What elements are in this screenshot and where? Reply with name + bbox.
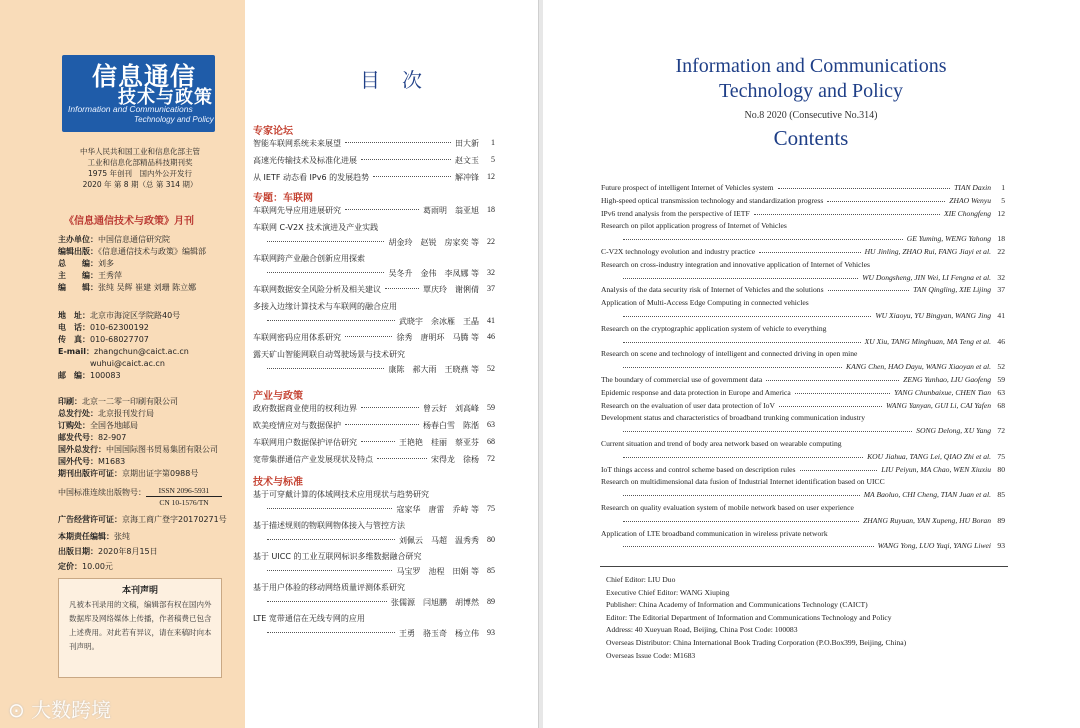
toc-entry-en xyxy=(601,349,1005,361)
toc-entry-page: 12 xyxy=(487,172,495,181)
issn-number: ISSN 2096-5931 xyxy=(146,485,222,497)
toc-entry-title: IPv6 trend analysis from the perspective of IETF xyxy=(601,208,750,218)
toc-dot-leader xyxy=(267,272,384,273)
toc-entry-page: 85 xyxy=(997,490,1005,500)
toc-entry-title: 基于可穿戴计算的体域网技术应用现状与趋势研究 xyxy=(253,490,429,499)
toc-entry xyxy=(253,551,495,562)
toc-entry-page: 46 xyxy=(997,336,1005,346)
toc-entry-en xyxy=(601,413,1005,425)
toc-entry-page: 41 xyxy=(487,316,495,325)
toc-entry-page: 46 xyxy=(487,332,495,341)
toc-dot-leader xyxy=(623,457,863,458)
toc-entry-authors: 覃庆玲 谢俐倩 xyxy=(423,285,479,294)
toc-entry-en xyxy=(601,529,1005,541)
toc-entry xyxy=(253,205,495,216)
journal-name-line1: Information and Communications xyxy=(675,55,947,77)
toc-entry-page: 41 xyxy=(997,311,1005,320)
toc-entry-title: 车联网先导应用进展研究 xyxy=(253,206,341,215)
imprint-divider xyxy=(600,566,1008,567)
contact-row: 传 真：010-68027707 xyxy=(58,335,149,344)
toc-entry-byline xyxy=(253,268,495,279)
toc-dot-leader xyxy=(267,241,384,242)
toc-entry-en xyxy=(601,285,1005,297)
toc-entry xyxy=(253,420,495,431)
toc-entry-page: 89 xyxy=(487,597,495,606)
toc-entry-authors: 徐秀 唐明环 马腾 等 xyxy=(396,333,479,342)
toc-entry-title: Research on scene and technology of intelligent and connected driving in open mine xyxy=(601,349,858,359)
toc-entry-title: Future prospect of intelligent Internet of Vehicles system xyxy=(601,183,774,192)
toc-entry-byline xyxy=(253,535,495,546)
toc-entry-authors: XIE Chongfeng xyxy=(943,208,991,218)
sponsor-line: 1975 年创刊 国内外公开发行 xyxy=(88,169,192,178)
masthead-row: 主办单位：中国信息通信研究院 xyxy=(58,235,170,244)
toc-dot-leader xyxy=(373,176,451,177)
toc-entry-en xyxy=(601,477,1005,489)
toc-entry-byline xyxy=(253,364,495,375)
toc-dot-leader xyxy=(361,159,451,160)
toc-entry-title: 政府数据商业使用的权利边界 xyxy=(253,404,357,413)
toc-entry-title: Research on pilot application progress of Internet of Vehicles xyxy=(601,221,787,231)
toc-entry-title: Research on the evaluation of user data protection of IoV xyxy=(601,400,775,410)
imprint-line: Executive Chief Editor: WANG Xiuping xyxy=(606,587,730,597)
notice-body: 凡被本刊录用的文稿，编辑部有权在国内外数据库及网络媒体上传播，作者稿费已包含上述费用。对此若有异议，请在来稿时向本刊声明。 xyxy=(69,600,212,651)
toc-entry-page: 68 xyxy=(487,437,495,446)
toc-entry-title: 车联网跨产业融合创新应用探索 xyxy=(253,254,365,263)
toc-entry-en xyxy=(601,260,1005,272)
toc-entry-authors: KOU Jiahua, TANG Lei, QIAO Zhi et al. xyxy=(867,451,991,461)
toc-entry-page: 1 xyxy=(1001,183,1005,192)
toc-entry-title: Application of Multi-Access Edge Computing in connected vehicles xyxy=(601,298,809,308)
toc-entry xyxy=(253,284,495,295)
print-row: 印刷：北京一二零一印刷有限公司 xyxy=(58,397,178,406)
toc-entry-title: 高速光传输技术及标准化进展 xyxy=(253,156,357,165)
toc-entry xyxy=(253,222,495,233)
toc-entry-page: 59 xyxy=(487,403,495,412)
toc-dot-leader xyxy=(623,278,858,279)
journal-notice-box xyxy=(58,578,222,678)
toc-entry-byline xyxy=(253,316,495,327)
toc-entry-authors: 曾云好 刘高峰 xyxy=(423,404,479,413)
masthead-row: 总 编：刘多 xyxy=(58,259,114,268)
imprint-line: Publisher: China Academy of Information and Communications Technology (CAICT) xyxy=(606,600,868,610)
toc-entry-byline xyxy=(253,504,495,515)
toc-entry xyxy=(253,582,495,593)
toc-entry xyxy=(253,349,495,360)
toc-dot-leader xyxy=(267,632,395,633)
sponsor-block xyxy=(60,146,220,190)
toc-entry-page: 93 xyxy=(487,628,495,637)
toc-entry-authors: 解冲锋 xyxy=(455,173,479,182)
toc-entry-authors: 马宝罗 池程 田娟 等 xyxy=(396,567,479,576)
toc-dot-leader xyxy=(267,508,392,509)
journal-logo xyxy=(62,55,215,132)
toc-entry-authors: ZENG Yunhao, LIU Gaofeng xyxy=(903,375,991,384)
contents-title: Contents xyxy=(773,126,849,150)
toc-entry-title: 车联网数据安全风险分析及相关建议 xyxy=(253,285,381,294)
ad-license-row: 广告经营许可证：京海工商广登字20170271号 xyxy=(58,515,227,524)
toc-entry-authors: TIAN Daxin xyxy=(954,183,991,192)
toc-entry xyxy=(253,172,495,183)
toc-entry-page: 5 xyxy=(491,155,495,164)
toc-entry xyxy=(253,454,495,465)
toc-dot-leader xyxy=(345,336,392,337)
toc-dot-leader xyxy=(361,441,395,442)
toc-dot-leader xyxy=(267,601,387,602)
toc-entry-title: 车联网用户数据保护评估研究 xyxy=(253,438,357,447)
toc-entry-page: 52 xyxy=(997,362,1005,372)
print-row: 国外总发行：中国国际图书贸易集团有限公司 xyxy=(58,445,218,454)
toc-entry-title: 车联网 C-V2X 技术演进及产业实践 xyxy=(253,223,379,232)
toc-entry-authors: ZHANG Ruyuan, YAN Xupeng, HU Boran xyxy=(863,515,991,525)
print-row: 邮发代号：82-907 xyxy=(58,433,127,442)
toc-entry-page: 37 xyxy=(487,284,495,293)
toc-entry-title: LTE 宽带通信在无线专网的应用 xyxy=(253,614,365,623)
toc-dot-leader xyxy=(385,288,419,289)
toc-dot-leader xyxy=(795,393,890,394)
toc-entry-authors: WANG Yanyan, GUI Li, CAI Yafen xyxy=(885,400,991,410)
masthead-row: 编辑出版：《信息通信技术与政策》编辑部 xyxy=(58,247,206,256)
toc-dot-leader xyxy=(377,458,427,459)
toc-entry-en xyxy=(601,401,1005,413)
toc-entry xyxy=(253,253,495,264)
toc-entry-page: 37 xyxy=(997,285,1005,295)
toc-entry-en xyxy=(601,196,1005,208)
toc-entry-title: 从 IETF 动态看 IPv6 的发展趋势 xyxy=(253,173,370,182)
print-row: 国外代号：M1683 xyxy=(58,457,126,466)
toc-dot-leader xyxy=(267,320,395,321)
logo-title-en-2: Technology and Policy xyxy=(134,115,214,124)
toc-dot-leader xyxy=(766,380,899,381)
toc-entry-title: Current situation and trend of body area network based on wearable computing xyxy=(601,439,842,448)
toc-entry-en xyxy=(601,465,1005,477)
toc-entry-title: 欧美疫情应对与数据保护 xyxy=(253,421,341,430)
toc-entry-en xyxy=(601,298,1005,310)
toc-entry-byline xyxy=(253,628,495,639)
toc-entry xyxy=(253,155,495,166)
toc-entry-page: 63 xyxy=(487,420,495,429)
toc-entry-authors: WU Xiaoyu, YU Bingyan, WANG Jing xyxy=(875,311,991,320)
toc-dot-leader xyxy=(623,239,903,240)
toc-entry-en xyxy=(601,221,1005,233)
toc-entry xyxy=(253,301,495,312)
toc-entry-authors: 田大新 xyxy=(455,139,479,148)
toc-entry-en xyxy=(601,209,1005,221)
toc-dot-leader xyxy=(778,188,950,189)
imprint-line: Overseas Issue Code: M1683 xyxy=(606,650,696,660)
toc-entry-en-byline xyxy=(601,452,1005,464)
toc-entry-en xyxy=(601,183,1005,195)
toc-dot-leader xyxy=(267,539,395,540)
toc-entry-page: 93 xyxy=(997,541,1005,551)
contact-row: wuhui@caict.ac.cn xyxy=(90,359,165,368)
toc-entry-en-byline xyxy=(601,311,1005,323)
toc-dot-leader xyxy=(827,201,945,202)
toc-entry-title: IoT things access and control scheme based on description rules xyxy=(601,464,796,474)
toc-entry xyxy=(253,520,495,531)
logo-title-en-1: Information and Communications xyxy=(68,104,193,114)
toc-section-heading: 专题：车联网 xyxy=(253,193,313,204)
toc-entry-page: 22 xyxy=(997,247,1005,256)
toc-entry-authors: 吴冬升 金伟 李凤娜 等 xyxy=(388,269,479,278)
masthead-row: 主 编：王秀萍 xyxy=(58,271,122,280)
toc-entry-page: 72 xyxy=(997,426,1005,436)
toc-entry-title: 多接入边缘计算技术与车联网的融合应用 xyxy=(253,302,397,311)
toc-entry-page: 75 xyxy=(997,451,1005,461)
toc-entry-title: Analysis of the data security risk of Internet of Vehicles and the solutions xyxy=(601,285,824,295)
toc-entry-authors: 康陈 郝大雨 王晓燕 等 xyxy=(388,365,479,374)
toc-dot-leader xyxy=(267,570,392,571)
toc-entry-authors: HU Jinling, ZHAO Rui, FANG Jiayi et al. xyxy=(864,247,991,256)
toc-entry-authors: GE Yuming, WENG Yahong xyxy=(906,234,991,244)
toc-entry-en-byline xyxy=(601,337,1005,349)
toc-entry-authors: 张儒源 闫旭鹏 胡博然 xyxy=(391,598,479,607)
contact-row: E-mail：zhangchun@caict.ac.cn xyxy=(58,347,189,356)
toc-entry xyxy=(253,403,495,414)
price-row: 定价：10.00元 xyxy=(58,562,113,571)
toc-entry-authors: ZHAO Wenyu xyxy=(949,195,991,205)
toc-entry-authors: 葛雨明 翁亚旭 xyxy=(423,206,479,215)
toc-entry-page: 80 xyxy=(487,535,495,544)
logo-title-cn: 信息通信 xyxy=(92,62,197,91)
issn-label: 中国标准连续出版物号： xyxy=(58,488,146,497)
toc-entry-title: 智能车联网系统未来展望 xyxy=(253,139,341,148)
notice-title: 本刊声明 xyxy=(121,586,158,596)
toc-entry xyxy=(253,332,495,343)
toc-entry-page: 52 xyxy=(487,364,495,373)
toc-entry-authors: 王艳艳 桂丽 蔡亚芬 xyxy=(399,438,479,447)
toc-entry-title: Research on multidimensional data fusion of Industrial Internet identification based on UICC xyxy=(601,477,885,487)
toc-entry-title: Application of LTE broadband communication in wireless private network xyxy=(601,528,828,538)
toc-entry-page: 12 xyxy=(997,208,1005,218)
toc-dot-leader xyxy=(754,214,940,215)
print-row: 总发行处：北京报刊发行局 xyxy=(58,409,154,418)
toc-dot-leader xyxy=(623,521,859,522)
toc-entry-en-byline xyxy=(601,362,1005,374)
toc-dot-leader xyxy=(361,407,419,408)
sponsor-line: 中华人民共和国工业和信息化部主管 xyxy=(80,147,200,156)
toc-entry-page: 72 xyxy=(487,454,495,463)
toc-entry xyxy=(253,138,495,149)
journal-name-line2: Technology and Policy xyxy=(718,80,904,102)
masthead-row: 编 辑：张纯 吴辉 崔建 刘珊 陈立娜 xyxy=(58,283,197,292)
toc-dot-leader xyxy=(623,546,874,547)
toc-entry-title: 基于用户体验的移动网络质量评测体系研究 xyxy=(253,583,405,592)
toc-dot-leader xyxy=(345,209,419,210)
toc-entry-page: 5 xyxy=(1001,195,1005,205)
toc-dot-leader xyxy=(345,424,419,425)
toc-entry xyxy=(253,613,495,624)
toc-entry xyxy=(253,437,495,448)
toc-entry-title: C-V2X technology evolution and industry practice xyxy=(601,247,756,256)
toc-entry-page: 59 xyxy=(997,375,1005,384)
toc-section-heading: 专家论坛 xyxy=(253,126,293,137)
issue-number: No.8 2020 (Consecutive No.314) xyxy=(744,110,878,121)
toc-entry-title: The boundary of commercial use of government data xyxy=(601,375,763,384)
toc-entry-authors: SONG Delong, XU Yang xyxy=(916,426,991,436)
toc-entry-title: Research on quality evaluation system of mobile network based on user experience xyxy=(601,503,854,512)
issn-block xyxy=(146,485,222,508)
toc-entry-en-byline xyxy=(601,234,1005,246)
toc-entry-en-byline xyxy=(601,490,1005,502)
toc-entry-en-byline xyxy=(601,426,1005,438)
contact-row: 邮 编：100083 xyxy=(58,371,121,380)
toc-entry-authors: 刘佩云 马超 温秀秀 xyxy=(399,536,479,545)
toc-dot-leader xyxy=(828,290,909,291)
toc-entry-title: 宽带集群通信产业发展现状及特点 xyxy=(253,455,373,464)
monthly-title: 《信息通信技术与政策》月刊 xyxy=(64,216,194,227)
publish-date-row: 出版日期：2020年8月15日 xyxy=(58,547,158,556)
toc-entry-en xyxy=(601,388,1005,400)
toc-entry-page: 63 xyxy=(997,387,1005,397)
toc-section-heading: 产业与政策 xyxy=(253,391,303,402)
toc-dot-leader xyxy=(759,252,861,253)
toc-entry-authors: XU Xiu, TANG Minghuan, MA Teng et al. xyxy=(864,336,991,346)
toc-entry-title: Development status and characteristics of broadband trunking communication industry xyxy=(601,413,866,423)
imprint-line: Editor: The Editorial Department of Information and Communications Technology and Policy xyxy=(606,612,892,622)
cn-number: CN 10-1576/TN xyxy=(159,498,209,507)
toc-entry-authors: KANG Chen, HAO Dayu, WANG Xiaoyan et al. xyxy=(846,362,991,372)
toc-section-heading: 技术与标准 xyxy=(253,477,303,488)
toc-entry-en xyxy=(601,375,1005,387)
toc-entry-title: 基于 UICC 的工业互联网标识多维数据融合研究 xyxy=(253,552,422,561)
toc-entry-title: Research on the cryptographic application system of vehicle to everything xyxy=(601,323,827,333)
toc-entry-authors: 胡金玲 赵锐 房家奕 等 xyxy=(388,238,479,247)
toc-dot-leader xyxy=(623,431,912,432)
contact-row: 地 址：北京市海淀区学院路40号 xyxy=(58,311,181,320)
sponsor-line: 工业和信息化部精品科技期刊奖 xyxy=(87,158,193,167)
toc-entry-authors: WU Dongsheng, JIN Wei, LI Fengna et al. xyxy=(862,272,991,282)
toc-entry-en-byline xyxy=(601,541,1005,553)
toc-entry-title: 露天矿山智能网联自动驾驶场景与技术研究 xyxy=(253,350,405,359)
toc-dot-leader xyxy=(623,367,842,368)
imprint-line: Address: 40 Xueyuan Road, Beijing, China Post Code: 100083 xyxy=(606,625,798,635)
toc-entry-authors: WANG Yong, LUO Yuqi, YANG Liwei xyxy=(877,541,991,551)
toc-entry-en xyxy=(601,247,1005,259)
watermark-logo: ⊙ 大数跨境 xyxy=(8,698,112,722)
toc-entry-title: Research on cross-industry integration and innovative application of Internet of Vehicles xyxy=(601,259,870,269)
print-row: 期刊出版许可证：京期出证字第0988号 xyxy=(58,469,199,478)
toc-entry-byline xyxy=(253,566,495,577)
toc-entry-byline xyxy=(253,597,495,608)
toc-dot-leader xyxy=(779,406,882,407)
logo-subtitle-cn: 技术与政策 xyxy=(118,87,213,108)
toc-title-cn: 目次 xyxy=(360,68,444,92)
toc-entry-authors: 王勇 骆玉奇 杨立伟 xyxy=(399,629,479,638)
toc-entry-title: 车联网密码应用体系研究 xyxy=(253,333,341,342)
toc-entry-page: 1 xyxy=(491,138,495,147)
toc-entry-page: 22 xyxy=(487,237,495,246)
toc-dot-leader xyxy=(623,495,860,496)
toc-entry-page: 68 xyxy=(997,400,1005,410)
toc-entry-en-byline xyxy=(601,516,1005,528)
sponsor-line: 2020 年 第 8 期（总 第 314 期） xyxy=(82,180,198,189)
toc-entry-authors: 宋得龙 徐杨 xyxy=(431,455,479,464)
toc-entry-page: 18 xyxy=(997,234,1005,244)
toc-entry-byline xyxy=(253,237,495,248)
toc-entry-en xyxy=(601,324,1005,336)
toc-entry-authors: 寇家华 唐雷 乔峙 等 xyxy=(396,505,479,514)
toc-dot-leader xyxy=(800,470,877,471)
toc-entry-page: 89 xyxy=(997,515,1005,525)
toc-entry-page: 32 xyxy=(487,268,495,277)
toc-dot-leader xyxy=(623,316,871,317)
toc-entry-authors: 杨春白雪 陈湉 xyxy=(423,421,479,430)
toc-entry-authors: LIU Peiyun, MA Chao, WEN Xiuxiu xyxy=(881,464,991,474)
toc-entry-title: High-speed optical transmission technology and standardization progress xyxy=(601,195,824,205)
imprint-line: Overseas Distributor: China International Book Trading Corporation (P.O.Box399, Beijing, China) xyxy=(606,638,907,647)
toc-entry-authors: 赵文玉 xyxy=(455,156,479,165)
toc-entry-page: 85 xyxy=(487,566,495,575)
responsible-editor-row: 本期责任编辑：张纯 xyxy=(58,532,130,541)
toc-entry-authors: YANG Chunbaixue, CHEN Tian xyxy=(894,387,991,397)
print-row: 订购处：全国各地邮局 xyxy=(58,421,138,430)
toc-entry-page: 80 xyxy=(997,464,1005,474)
imprint-line: Chief Editor: LIU Duo xyxy=(606,575,676,584)
toc-entry-page: 75 xyxy=(487,504,495,513)
toc-entry-authors: MA Baoluo, CHI Cheng, TIAN Juan et al. xyxy=(863,490,991,500)
toc-entry-page: 32 xyxy=(997,272,1005,282)
toc-entry-title: Epidemic response and data protection in Europe and America xyxy=(601,387,791,397)
toc-entry-en-byline xyxy=(601,273,1005,285)
toc-entry-en xyxy=(601,439,1005,451)
toc-entry-title: 基于描述规则的物联网物体接入与管控方法 xyxy=(253,521,405,530)
toc-entry xyxy=(253,489,495,500)
toc-dot-leader xyxy=(345,142,451,143)
toc-entry-authors: 武晓宇 余冰雁 王晶 xyxy=(399,317,479,326)
toc-entry-en xyxy=(601,503,1005,515)
toc-dot-leader xyxy=(623,342,861,343)
toc-dot-leader xyxy=(267,368,384,369)
toc-entry-page: 18 xyxy=(487,205,495,214)
contact-row: 电 话：010-62300192 xyxy=(58,323,149,332)
toc-entry-authors: TAN Qingling, XIE Lijing xyxy=(913,285,991,295)
